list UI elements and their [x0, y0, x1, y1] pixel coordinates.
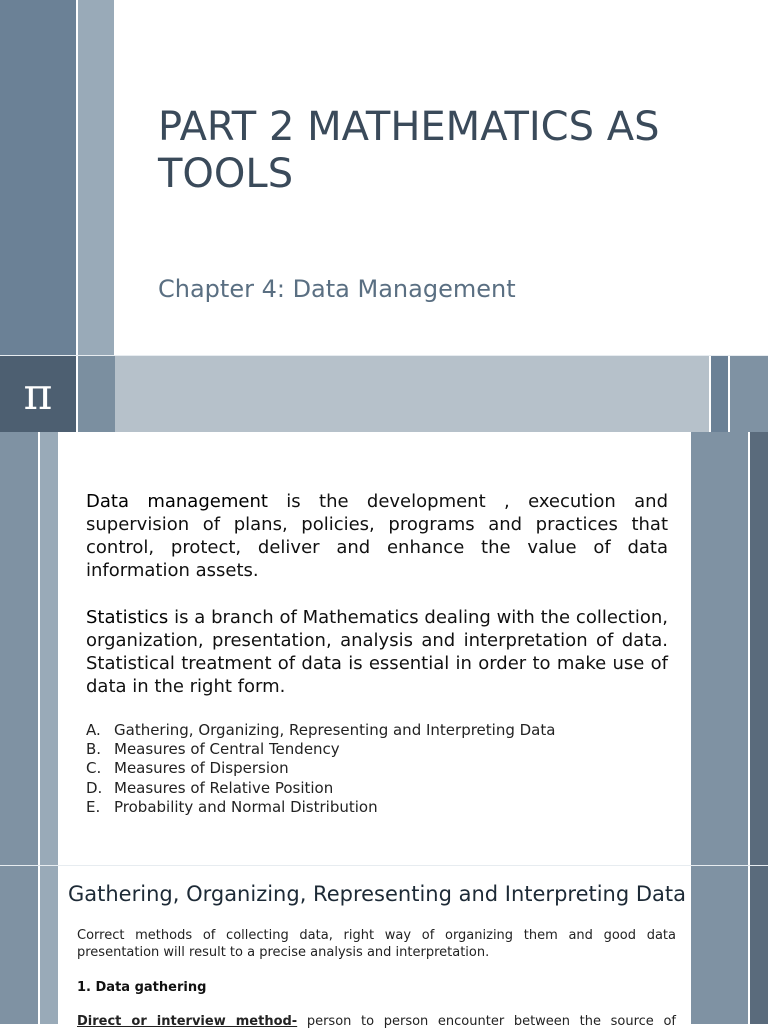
definition-text: is the development , execution and supervision of plans, policies, programs and practices that control, protect, deliver and enhance the value of data information assets.: [86, 491, 669, 581]
slide-subtitle: Chapter 4: Data Management: [158, 275, 516, 303]
decorative-band: [40, 432, 58, 865]
list-letter: A.: [86, 721, 101, 739]
term-statistics: Statistics: [86, 607, 169, 628]
list-text: Measures of Central Tendency: [114, 740, 340, 759]
decorative-band: [0, 432, 38, 865]
list-text: Probability and Normal Distribution: [114, 797, 378, 816]
list-text: Gathering, Organizing, Representing and Interpreting Data: [114, 721, 556, 739]
list-item: [86, 798, 676, 817]
list-item: [86, 721, 676, 740]
list-letter: D.: [86, 778, 103, 797]
definitions: [86, 490, 668, 722]
decorative-band: [730, 356, 768, 432]
section-heading: Gathering, Organizing, Representing and Interpreting Data: [68, 882, 687, 906]
decorative-band: [78, 0, 114, 355]
list-item: [86, 740, 676, 759]
list-letter: B.: [86, 740, 102, 759]
decorative-band: [0, 866, 38, 1024]
numbered-item: 1. Data gathering: [77, 980, 207, 995]
method-paragraph: [77, 1013, 676, 1030]
list-text: Measures of Dispersion: [114, 759, 289, 778]
term-data-management: Data management: [86, 491, 268, 512]
definition-text: is a branch of Mathematics dealing with the collection, organization, presentation, analysis and interpretation of data. Statistical treatment of data is essential in order to make use of data in the right form.: [86, 607, 668, 697]
divider: [0, 865, 768, 866]
decorative-band: [40, 866, 58, 1024]
decorative-band: [750, 866, 768, 1024]
decorative-band: [711, 356, 728, 432]
list-letter: C.: [86, 759, 102, 778]
definition-data-management: [86, 490, 668, 582]
definition-statistics: [86, 606, 668, 698]
decorative-band: [115, 356, 709, 432]
slide-title: PART 2 MATHEMATICS AS TOOLS: [158, 104, 660, 197]
pi-icon: π: [0, 356, 76, 432]
list-letter: E.: [86, 797, 101, 816]
decorative-band: [0, 0, 76, 355]
list-item: [86, 759, 676, 778]
list-text: Measures of Relative Position: [114, 778, 334, 797]
topic-list: [86, 721, 676, 817]
method-text: person to person encounter between the source of: [297, 1014, 676, 1029]
decorative-band: [78, 356, 115, 432]
list-item: [86, 779, 676, 798]
intro-paragraph: Correct methods of collecting data, right way of organizing them and good data presentation will result to a precise analysis and interpretation.: [77, 928, 676, 960]
decorative-band: [750, 432, 768, 865]
decorative-band: [691, 432, 748, 865]
method-term: Direct or interview method-: [77, 1014, 298, 1029]
